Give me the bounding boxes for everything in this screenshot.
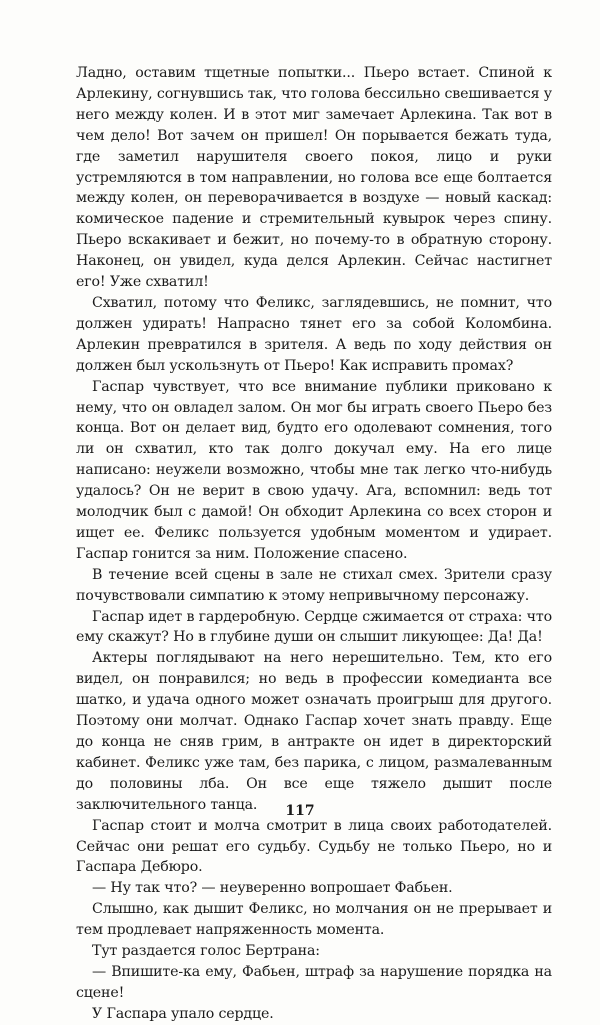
- paragraph-8: — Ну так что? — неуверенно вопрошает Фабьен.: [92, 880, 453, 897]
- paragraph-9: Слышно, как дышит Феликс, но молчания он не прерывает и тем продлевает напряженность момента.: [76, 901, 552, 939]
- paragraph-1: Ладно, оставим тщетные попытки... Пьеро встает. Спиной к Арлекину, согнувшись так, что голова бессильно свешивается у него между колен. И в этот миг замечает Арлекина. Так вот в чем дело! Вот зачем он пришел! Он порывается бежать туда, где заметил нарушителя своего покоя, лицо и руки устремляются в том направлении, но голова все еще болтается между колен, он переворачивается в воздухе — новый каскад: комическое падение и стремительный кувырок через спину. Пьеро вскакивает и бежит, но почему-то в обратную сторону. Наконец, он увидел, куда делся Арлекин. Сейчас настигнет его! Уже схватил!: [76, 65, 552, 291]
- paragraph-11: — Впишите-ка ему, Фабьен, штраф за нарушение порядка на сцене!: [76, 963, 552, 1001]
- paragraph-10: Тут раздается голос Бертрана:: [92, 943, 320, 960]
- paragraph-12: У Гаспара упало сердце.: [92, 1005, 274, 1022]
- paragraph-7: Гаспар стоит и молча смотрит в лица своих работодателей. Сейчас они решат его судьбу. Судьбу не только Пьеро, но и Гаспара Дебюро.: [76, 817, 552, 876]
- paragraph-3: Гаспар чувствует, что все внимание публики приковано к нему, что он овладел залом. Он мог бы играть своего Пьеро без конца. Вот он делает вид, будто его одолевают сомнения, того ли он схватил, кто так долго докучал ему. На его лице написано: неужели возможно, чтобы мне так легко что-нибудь удалось? Он не верит в свою удачу. Ага, вспомнил: ведь тот молодчик был с дамой! Он обходит Арлекина со всех сторон и ищет ее. Феликс пользуется удобным моментом и удирает. Гаспар гонится за ним. Положение спасено.: [76, 378, 552, 562]
- paragraph-4: В течение всей сцены в зале не стихал смех. Зрители сразу почувствовали симпатию к этому непривычному персонажу.: [76, 566, 552, 604]
- page-number: 117: [285, 803, 315, 819]
- body-text: [76, 63, 552, 1025]
- paragraph-5: Гаспар идет в гардеробную. Сердце сжимается от страха: что ему скажут? Но в глубине души он слышит ликующее: Да! Да!: [76, 608, 552, 646]
- paragraph-2: Схватил, потому что Феликс, заглядевшись, не помнит, что должен удирать! Напрасно тянет его за собой Коломбина. Арлекин превратился в зрителя. А ведь по ходу действия он должен был ускользнуть от Пьеро! Как исправить промах?: [76, 294, 552, 374]
- paragraph-6: Актеры поглядывают на него нерешительно. Тем, кто его видел, он понравился; но ведь в профессии комедианта все шатко, и удача одного может означать проигрыш для другого. Поэтому они молчат. Однако Гаспар хочет знать правду. Еще до конца не сняв грим, в антракте он идет в директорский кабинет. Феликс уже там, без парика, с лицом, размалеванным до половины лба. Он все еще тяжело дышит после заключительного танца.: [76, 650, 552, 813]
